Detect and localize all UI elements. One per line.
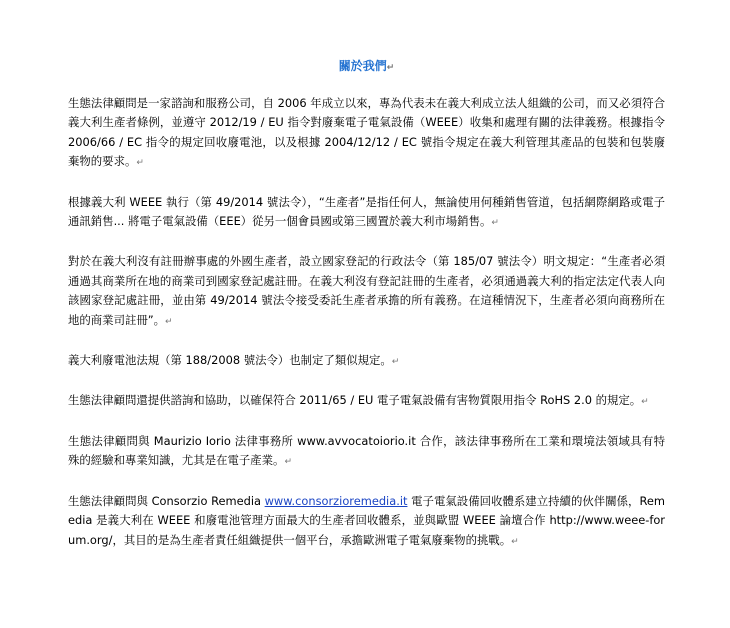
paragraph-text-after-link: 電子電氣設備回收體系建立持續的伙伴關係，Remedia 是義大利在 WEEE 和廢電池管理方面最大的生產者回收體系，並與歐盟 WEEE 論壇合作 http://www.weee-forum.org/，其目的是為生產者責任組織提供一個平台，承擔歐洲電子電氣廢棄物的挑戰。 [68, 493, 665, 547]
paragraph-text: 根據義大利 WEEE 執行（第 49/2014 號法令），“生產者”是指任何人，無論使用何種銷售管道，包括網際網路或電子通訊銷售... 將電子電氣設備（EEE）從另一個會員國或第三國置於義大利市場銷售。 [68, 194, 665, 229]
paragraph-mark [165, 313, 173, 327]
paragraph-rohs [68, 391, 665, 412]
paragraph-producer-definition [68, 193, 665, 234]
paragraph-text-before-link: 生態法律顧問與 Consorzio Remedia [68, 493, 265, 508]
paragraph-battery-regulation [68, 351, 665, 372]
paragraph-mark [641, 393, 649, 407]
paragraph-text: 生態法律顧問是一家諮詢和服務公司，自 2006 年成立以來，專為代表未在義大利成立法人組織的公司，而又必須符合義大利生產者條例，並遵守 2012/19 / EU 指令對廢棄電子電氣設備（WEEE）收集和處理有關的法律義務。根據指令 2006/66 / EC 指令的規定回收廢電池，以及根據 2004/12/12 / EC 號指令規定在義大利管理其產品的包裝和包裝廢棄物的要求。 [68, 96, 665, 169]
page-title [68, 58, 665, 76]
paragraph-text: 生態法律顧問與 Maurizio Iorio 法律事務所 www.avvocatoiorio.it 合作，該法律事務所在工業和環境法領域具有特殊的經驗和專業知識，尤其是在電子產業。 [68, 433, 665, 468]
paragraph-remedia [68, 492, 665, 552]
paragraph-foreign-producers [68, 252, 665, 332]
remedia-link[interactable]: www.consorzioremedia.it [264, 493, 408, 508]
paragraph-mark [392, 353, 400, 367]
paragraph-text: 對於在義大利沒有註冊辦事處的外國生產者，設立國家登記的行政法令（第 185/07 號法令）明文規定：“生產者必須通過其商業所在地的商業司到國家登記處註冊。在義大利沒有登記註冊的生產者，必須通過義大利的指定法定代表人向該國家登記處註冊，並由第 49/2014 號法令接受委託生產者承擔的所有義務。在這種情況下，生產者必須向商務所在地的商業司註冊”。 [68, 254, 665, 327]
paragraph-law-firm [68, 432, 665, 473]
paragraph-mark [491, 214, 499, 228]
paragraph-mark [511, 533, 519, 547]
paragraph-company-intro [68, 94, 665, 174]
page-title-text: 關於我們 [338, 59, 387, 73]
paragraph-mark [136, 154, 144, 168]
paragraph-mark [387, 59, 395, 73]
paragraph-mark [284, 453, 292, 467]
paragraph-text: 生態法律顧問還提供諮詢和協助，以確保符合 2011/65 / EU 電子電氣設備有害物質限用指令 RoHS 2.0 的規定。 [68, 393, 642, 408]
paragraph-text: 義大利廢電池法規（第 188/2008 號法令）也制定了類似規定。 [68, 353, 392, 368]
